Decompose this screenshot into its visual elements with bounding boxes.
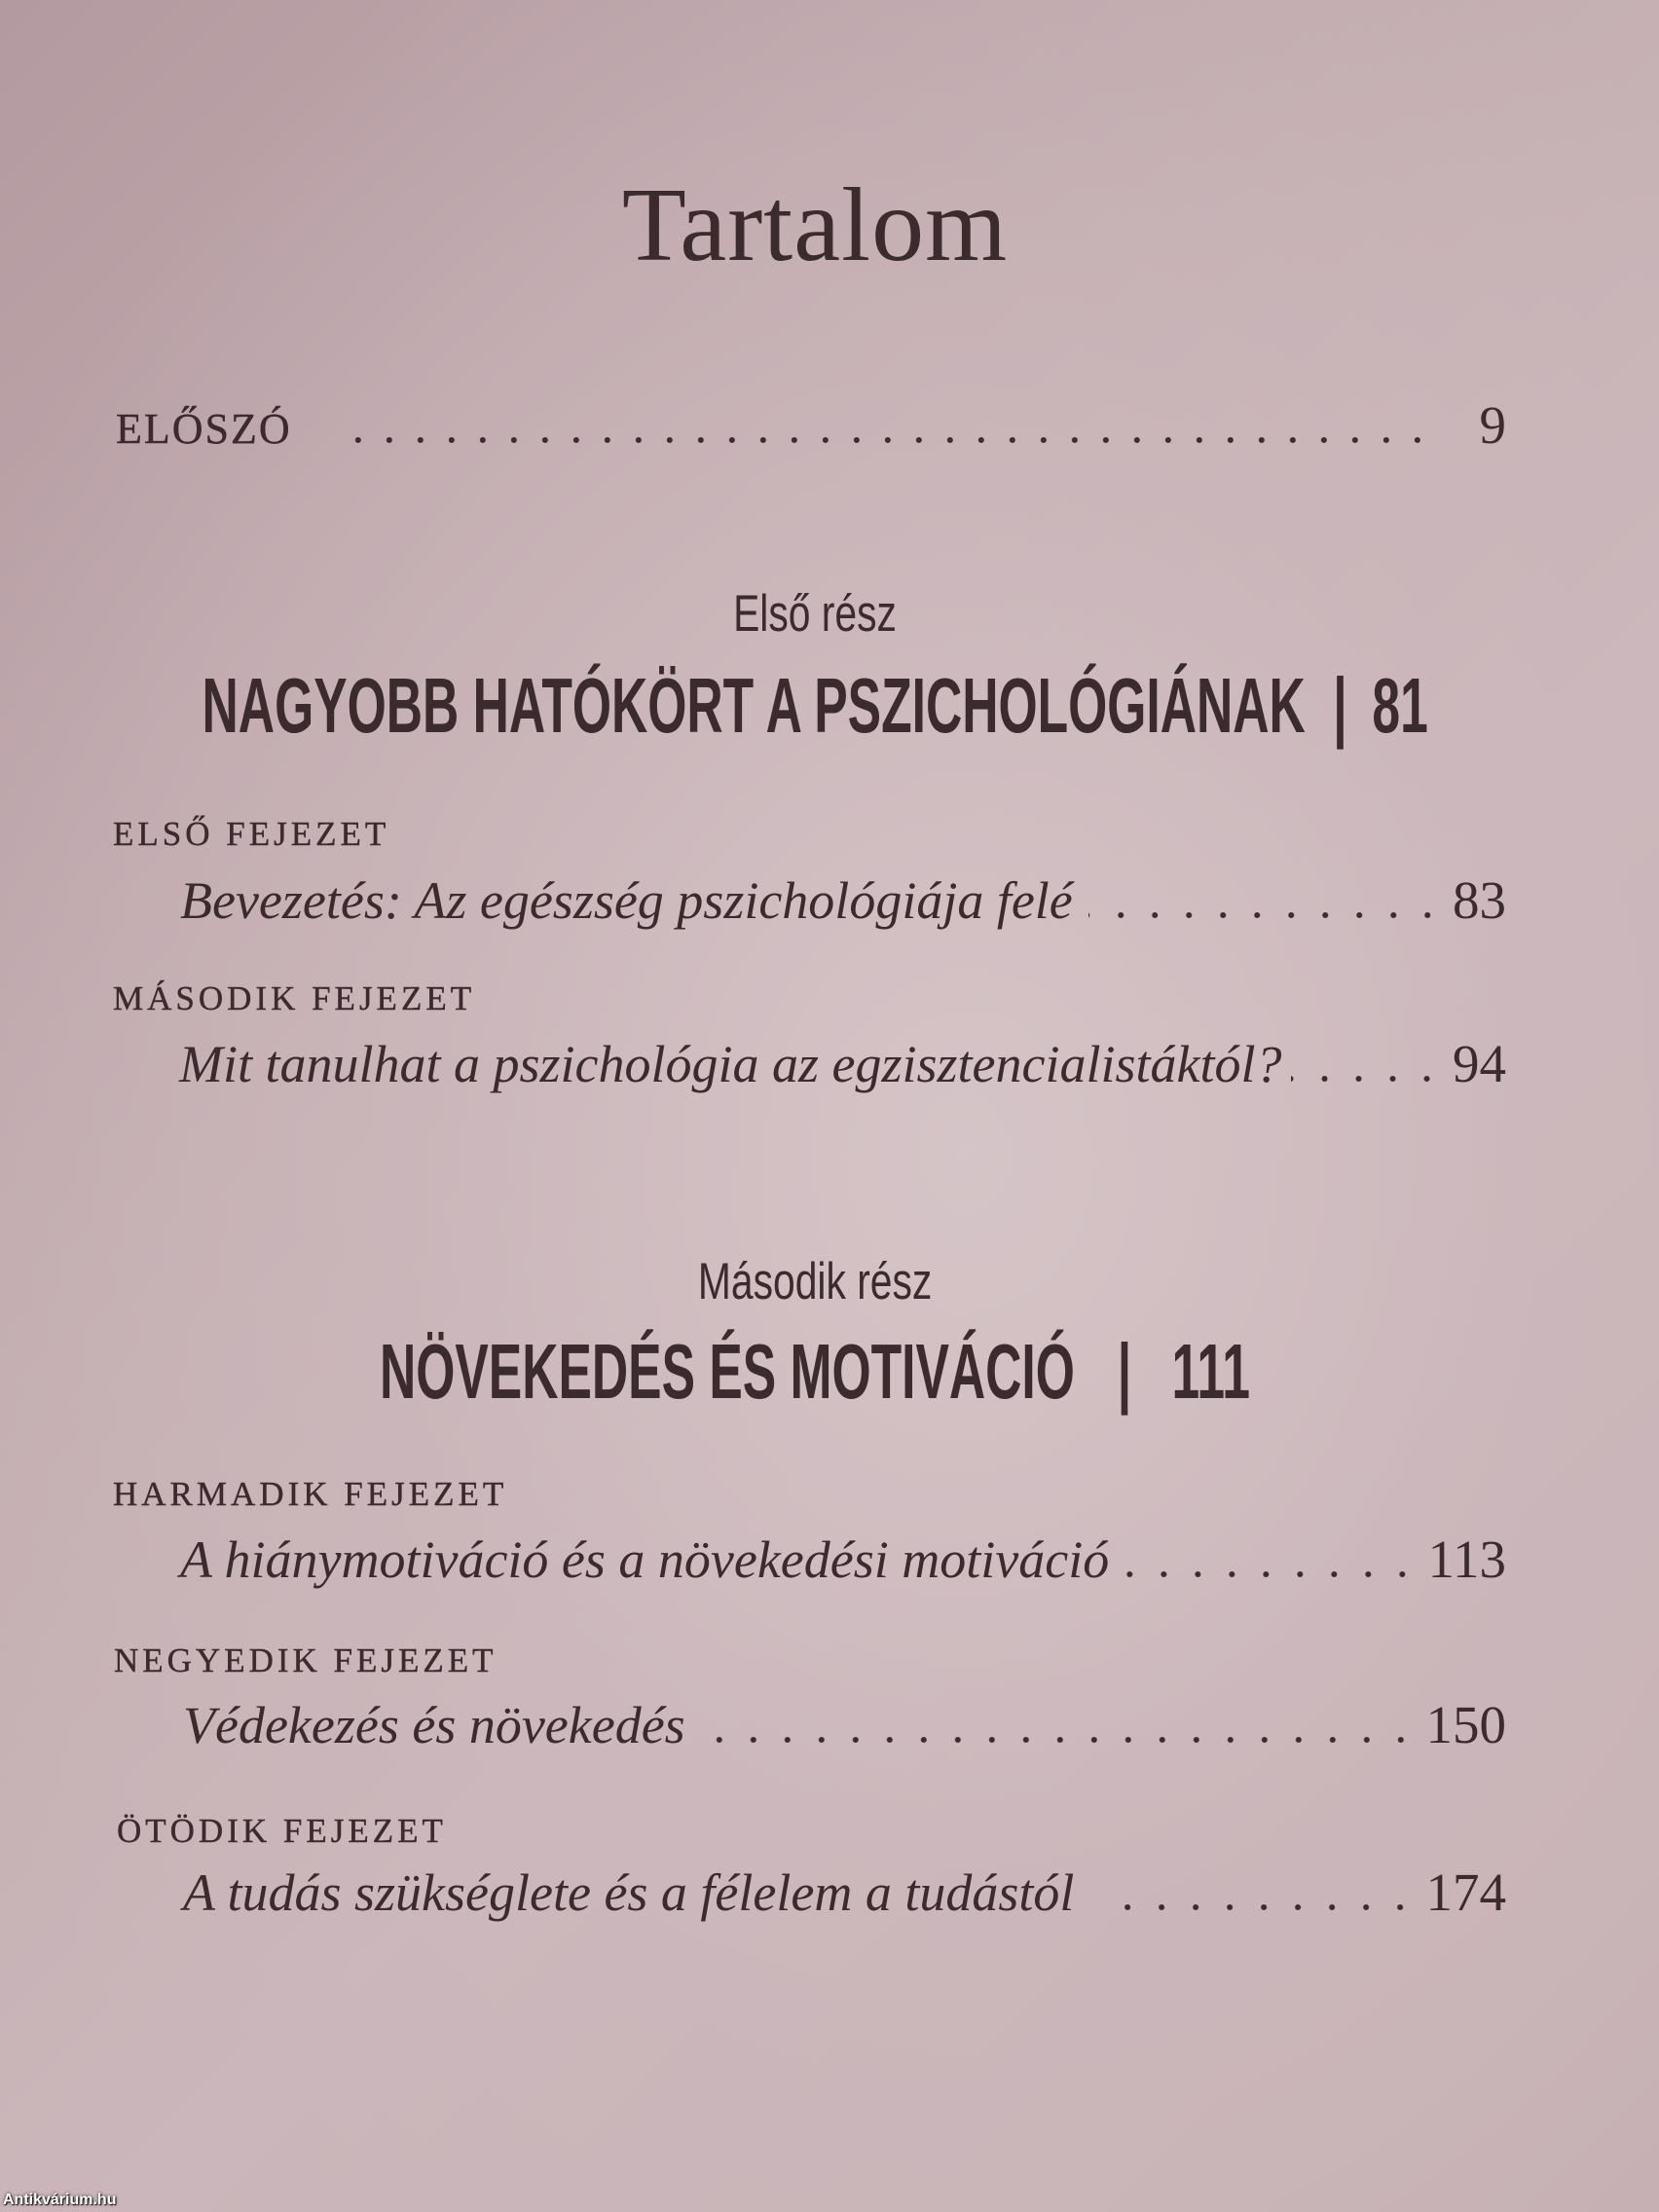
dot-leader — [1103, 1904, 1404, 1910]
foreword-entry — [116, 395, 1506, 455]
part-2-label: Második rész — [697, 1253, 933, 1310]
dot-leader — [1291, 1076, 1431, 1082]
part-1-label: Első rész — [733, 585, 897, 643]
part-1-heading-text — [202, 662, 1428, 749]
chapter-3-page-number: 113 — [1427, 1530, 1506, 1589]
page-title: Tartalom — [621, 167, 1009, 283]
watermark-text: Antikvárium.hu — [3, 2192, 117, 2208]
chapter-2-entry — [179, 1034, 1506, 1093]
part-1-label-line — [0, 585, 1630, 643]
part-1-separator: | — [1333, 662, 1347, 749]
part-2-page-number: 111 — [1171, 1328, 1250, 1415]
chapter-1-page-number: 83 — [1453, 870, 1506, 930]
chapter-5-title: A tudás szükséglete és a félelem a tudástól — [183, 1863, 1075, 1922]
chapter-5-page-number: 174 — [1425, 1862, 1506, 1922]
chapter-4-title: Védekezés és növekedés — [183, 1696, 685, 1754]
part-2-title: NÖVEKEDÉS ÉS MOTIVÁCIÓ — [380, 1328, 1075, 1415]
chapter-3-entry — [180, 1530, 1506, 1589]
page-title-line — [0, 167, 1630, 283]
chapter-3-title: A hiánymotiváció és a növekedési motiváció — [180, 1530, 1110, 1589]
chapter-4-entry — [183, 1695, 1506, 1754]
part-2-label-line — [0, 1253, 1630, 1310]
part-2-separator: | — [1117, 1328, 1132, 1415]
chapter-1-entry — [180, 870, 1506, 930]
part-2-heading-text — [380, 1328, 1250, 1415]
dot-leader — [331, 437, 1421, 443]
dot-leader — [1088, 912, 1431, 918]
part-2-heading — [0, 1328, 1630, 1415]
chapter-2-page-number: 94 — [1453, 1034, 1506, 1093]
dot-leader — [1124, 1571, 1406, 1577]
chapter-4-page-number: 150 — [1425, 1695, 1506, 1754]
chapter-5-entry — [183, 1862, 1506, 1922]
foreword-label: ELŐSZÓ — [116, 405, 292, 453]
chapter-5-label: ÖTÖDIK FEJEZET — [117, 1812, 447, 1850]
dot-leader — [715, 1737, 1405, 1743]
part-1-page-number: 81 — [1372, 662, 1428, 749]
part-1-heading — [0, 662, 1630, 749]
chapter-3-label: HARMADIK FEJEZET — [113, 1475, 508, 1513]
chapter-4-label: NEGYEDIK FEJEZET — [114, 1641, 498, 1679]
foreword-page-number: 9 — [1479, 395, 1506, 455]
chapter-2-label: MÁSODIK FEJEZET — [113, 979, 476, 1017]
chapter-1-label: ELSŐ FEJEZET — [113, 815, 390, 853]
chapter-2-title: Mit tanulhat a pszichológia az egzisztencialistáktól? — [179, 1035, 1282, 1093]
chapter-1-title: Bevezetés: Az egészség pszichológiája felé — [180, 871, 1073, 930]
part-1-title: NAGYOBB HATÓKÖRT A PSZICHOLÓGIÁNAK — [202, 662, 1306, 749]
